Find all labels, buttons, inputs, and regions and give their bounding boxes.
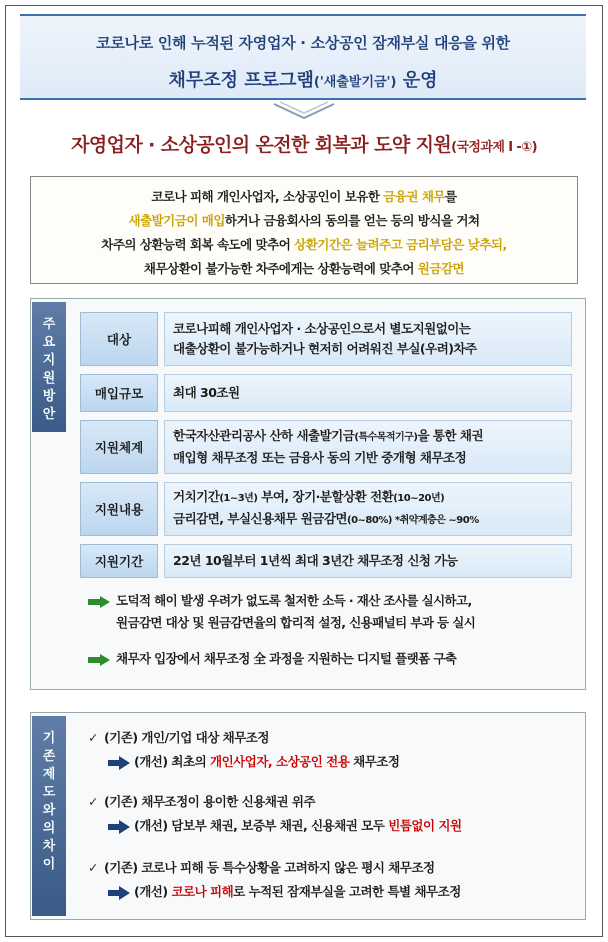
diff-highlight: 코로나 피해 — [171, 884, 234, 899]
summary-line-2 — [31, 209, 577, 233]
summary-text: 차주의 상환능력 회복 속도에 맞추어 — [101, 237, 295, 252]
tab-char: 방 — [42, 389, 56, 404]
main-title-text: 자영업자 · 소상공인의 온전한 회복과 도약 지원 — [71, 134, 452, 156]
bullet-text-cont: 원금감면 대상 및 원금감면율의 합리적 설정, 신용패널티 부과 등 실시 — [116, 615, 476, 630]
summary-line-4 — [31, 257, 577, 281]
row-value — [164, 482, 572, 536]
summary-text: 코로나 피해 개인사업자, 소상공인이 보유한 — [151, 189, 384, 204]
summary-highlight: 새출발기금이 매입 — [128, 213, 225, 228]
header-title-sub: ('새출발기금') — [313, 75, 397, 90]
tab-char: 원 — [42, 371, 56, 386]
tab-char: 이 — [42, 857, 56, 872]
header-title — [20, 66, 586, 92]
blue-arrow-icon — [108, 886, 130, 900]
summary-box — [30, 176, 578, 284]
row-text-small: (1~3년) — [219, 493, 258, 504]
row-text-small: (10~20년) — [393, 493, 445, 504]
row-value — [164, 374, 572, 412]
diff-new-3 — [108, 882, 596, 902]
row-period — [80, 544, 572, 578]
diff-new-text: 로 누적된 잠재부실을 고려한 특별 채무조정 — [233, 884, 461, 899]
diff-old-text: (기존) 채무조정이 용이한 신용채권 위주 — [103, 794, 316, 809]
bullet-text: 도덕적 해이 발생 우려가 없도록 철저한 소득 · 재산 조사를 실시하고, — [116, 593, 472, 608]
diff-highlight: 빈틈없이 지원 — [388, 818, 462, 833]
summary-text: 하거나 금융회사의 동의를 얻는 등의 방식을 거쳐 — [224, 213, 480, 228]
row-label: 지원내용 — [80, 482, 158, 536]
row-value-line — [173, 509, 563, 531]
diff-highlight: 개인사업자, 소상공인 전용 — [210, 754, 350, 769]
row-value — [164, 312, 572, 366]
checkmark-icon: ✓ — [88, 730, 98, 745]
checkmark-icon: ✓ — [88, 794, 98, 809]
row-label: 매입규모 — [80, 374, 158, 412]
row-value-line — [173, 487, 563, 509]
summary-line-1 — [31, 185, 577, 209]
green-arrow-icon — [88, 596, 110, 608]
tab-char: 주 — [42, 317, 56, 332]
diff-old-text: (기존) 코로나 피해 등 특수상황을 고려하지 않은 평시 채무조정 — [103, 860, 435, 875]
bullet-text: 채무자 입장에서 채무조정 全 과정을 지원하는 디지털 플랫폼 구축 — [116, 651, 457, 666]
tab-char: 지 — [42, 353, 56, 368]
tab-char: 도 — [42, 785, 56, 800]
diff-new-1 — [108, 752, 596, 772]
row-text: 한국자산관리공사 산하 새출발기금 — [173, 428, 355, 443]
diff-old-3 — [88, 858, 576, 878]
header-box — [20, 14, 586, 100]
row-text-small: (0~80%) — [347, 515, 392, 526]
row-scale — [80, 374, 572, 412]
row-text: 금리감면, 부실신용채무 원금감면 — [173, 511, 348, 526]
tab-char: 와 — [42, 803, 56, 818]
row-target — [80, 312, 572, 366]
tab-char: 차 — [42, 839, 56, 854]
tab-char: 제 — [42, 767, 56, 782]
checkmark-icon: ✓ — [88, 860, 98, 875]
row-text-small: (특수목적기구) — [354, 432, 418, 443]
bullet-item — [88, 648, 576, 670]
blue-arrow-icon — [108, 820, 130, 834]
row-value-line: 코로나피해 개인사업자 · 소상공인으로서 별도지원없이는 — [173, 321, 471, 336]
chevron-down-icon — [270, 100, 338, 122]
support-tab-label — [32, 302, 66, 432]
diff-new-text: 채무조정 — [349, 754, 400, 769]
tab-char: 의 — [42, 821, 56, 836]
summary-text: 를 — [445, 189, 457, 204]
row-text: 을 통한 채권 — [417, 428, 484, 443]
row-label: 대상 — [80, 312, 158, 366]
row-label: 지원체계 — [80, 420, 158, 474]
green-arrow-icon — [88, 654, 110, 666]
diff-old-text: (기존) 개인/기업 대상 채무조정 — [103, 730, 269, 745]
tab-char: 요 — [42, 335, 56, 350]
summary-highlight: 원금감면 — [417, 261, 465, 276]
header-title-end: 운영 — [396, 70, 438, 91]
diff-new-2 — [108, 816, 596, 836]
summary-highlight: 금융권 채무 — [383, 189, 445, 204]
row-text: 거치기간 — [173, 489, 220, 504]
difference-tab-label — [32, 716, 66, 916]
diff-new-text: (개선) 담보부 채권, 보증부 채권, 신용채권 모두 — [134, 818, 389, 833]
diff-old-1 — [88, 728, 576, 748]
header-subtitle: 코로나로 인해 누적된 자영업자 · 소상공인 잠재부실 대응을 위한 — [96, 34, 510, 52]
summary-highlight: 상환기간은 늘려주고 금리부담은 낮추되, — [294, 237, 507, 252]
row-value-line: 매입형 채무조정 또는 금융사 동의 기반 중개형 채무조정 — [173, 450, 467, 465]
tab-char: 기 — [42, 731, 56, 746]
row-value-line — [173, 426, 563, 448]
row-value-line: 22년 10월부터 1년씩 최대 3년간 채무조정 신청 가능 — [173, 553, 458, 568]
summary-text: 채무상환이 불가능한 차주에게는 상환능력에 맞추어 — [143, 261, 418, 276]
row-value-line: 대출상환이 불가능하거나 현저히 어려워진 부실(우려)차주 — [173, 341, 477, 356]
row-content — [80, 482, 572, 536]
diff-old-2 — [88, 792, 576, 812]
row-system — [80, 420, 572, 474]
row-value-line: 최대 30조원 — [173, 385, 240, 400]
header-title-main: 채무조정 프로그램 — [168, 70, 314, 91]
summary-line-3 — [31, 233, 577, 257]
row-value — [164, 420, 572, 474]
main-title — [0, 130, 608, 157]
diff-new-text: (개선) 최초의 — [134, 754, 211, 769]
tab-char: 안 — [42, 407, 56, 422]
row-note: *취약계층은 ~90% — [391, 515, 479, 526]
row-text: 부여, 장기·분할상환 전환 — [257, 489, 394, 504]
diff-new-text: (개선) — [134, 884, 172, 899]
row-value — [164, 544, 572, 578]
bullet-item — [88, 590, 576, 612]
tab-char: 존 — [42, 749, 56, 764]
national-task-label: (국정과제 I -①) — [451, 140, 537, 155]
row-label: 지원기간 — [80, 544, 158, 578]
blue-arrow-icon — [108, 756, 130, 770]
